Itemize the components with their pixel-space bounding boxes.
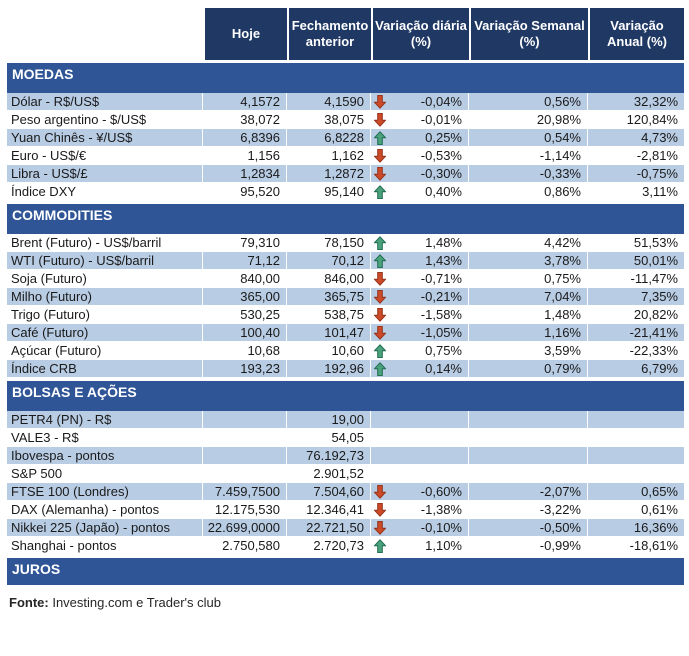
table-row <box>7 288 684 306</box>
header-spacer <box>7 8 203 60</box>
daily-change-cell <box>371 483 469 500</box>
down-arrow-icon <box>373 166 389 181</box>
previous-close-value: 4,1590 <box>287 93 371 110</box>
daily-change-value: -0,21% <box>420 289 462 304</box>
table-row <box>7 342 684 360</box>
no-arrow <box>373 466 389 481</box>
annual-change-value: 7,35% <box>641 289 678 304</box>
previous-close-value: 538,75 <box>287 306 371 323</box>
daily-change-cell <box>371 447 469 464</box>
daily-change-cell <box>371 165 469 182</box>
previous-close-value: 78,150 <box>287 234 371 251</box>
table-row <box>7 429 684 447</box>
weekly-change-value <box>469 429 588 446</box>
annual-change-value: 6,79% <box>641 361 678 376</box>
section-title: MOEDAS <box>12 66 74 82</box>
today-value: 530,25 <box>203 306 287 323</box>
down-arrow-icon <box>373 484 389 499</box>
row-label: Peso argentino - $/US$ <box>7 111 203 128</box>
row-label: Libra - US$/£ <box>7 165 203 182</box>
today-value: 7.459,7500 <box>203 483 287 500</box>
table-section <box>7 381 684 555</box>
table-row <box>7 465 684 483</box>
today-value: 12.175,530 <box>203 501 287 518</box>
no-arrow <box>373 412 389 427</box>
daily-change-value: 1,48% <box>425 235 462 250</box>
weekly-change-value: 1,16% <box>469 324 588 341</box>
daily-change-cell <box>371 183 469 200</box>
row-label: S&P 500 <box>7 465 203 482</box>
table-row <box>7 411 684 429</box>
up-arrow-icon <box>373 184 389 199</box>
weekly-change-value: -0,99% <box>469 537 588 554</box>
down-arrow-icon <box>373 112 389 127</box>
column-header-variacao-semanal: Variação Semanal (%) <box>469 8 588 60</box>
row-label: Shanghai - pontos <box>7 537 203 554</box>
weekly-change-value <box>469 411 588 428</box>
daily-change-value: -0,53% <box>420 148 462 163</box>
table-row <box>7 234 684 252</box>
today-value: 100,40 <box>203 324 287 341</box>
table-row <box>7 111 684 129</box>
row-label: Euro - US$/€ <box>7 147 203 164</box>
row-label: Trigo (Futuro) <box>7 306 203 323</box>
today-value <box>203 447 287 464</box>
section-title: COMMODITIES <box>12 207 113 223</box>
previous-close-value: 12.346,41 <box>287 501 371 518</box>
annual-change-value: -2,81% <box>636 148 678 163</box>
today-value: 95,520 <box>203 183 287 200</box>
row-label: Café (Futuro) <box>7 324 203 341</box>
today-value: 22.699,0000 <box>203 519 287 536</box>
row-label: Ibovespa - pontos <box>7 447 203 464</box>
row-label: DAX (Alemanha) - pontos <box>7 501 203 518</box>
previous-close-value: 1,162 <box>287 147 371 164</box>
table-header <box>7 8 684 60</box>
table-row <box>7 252 684 270</box>
row-label: PETR4 (PN) - R$ <box>7 411 203 428</box>
row-label: Brent (Futuro) - US$/barril <box>7 234 203 251</box>
daily-change-value: -1,38% <box>420 502 462 517</box>
section-title: JUROS <box>12 561 61 577</box>
section-header <box>7 558 684 585</box>
today-value: 4,1572 <box>203 93 287 110</box>
row-label: Açúcar (Futuro) <box>7 342 203 359</box>
table-row <box>7 519 684 537</box>
today-value <box>203 465 287 482</box>
no-arrow <box>373 430 389 445</box>
row-label: Nikkei 225 (Japão) - pontos <box>7 519 203 536</box>
daily-change-value: 1,43% <box>425 253 462 268</box>
row-label: Dólar - R$/US$ <box>7 93 203 110</box>
previous-close-value: 1,2872 <box>287 165 371 182</box>
section-header <box>7 63 684 93</box>
down-arrow-icon <box>373 325 389 340</box>
daily-change-value: -1,58% <box>420 307 462 322</box>
weekly-change-value <box>469 465 588 482</box>
table-section <box>7 63 684 201</box>
daily-change-cell <box>371 519 469 536</box>
down-arrow-icon <box>373 271 389 286</box>
weekly-change-value: 7,04% <box>469 288 588 305</box>
daily-change-value: 0,40% <box>425 184 462 199</box>
previous-close-value: 6,8228 <box>287 129 371 146</box>
daily-change-cell <box>371 465 469 482</box>
daily-change-value: -0,30% <box>420 166 462 181</box>
daily-change-cell <box>371 324 469 341</box>
row-label: Índice DXY <box>7 183 203 200</box>
daily-change-value: -1,05% <box>420 325 462 340</box>
weekly-change-value: -0,50% <box>469 519 588 536</box>
daily-change-cell <box>371 429 469 446</box>
previous-close-value: 192,96 <box>287 360 371 377</box>
previous-close-value: 7.504,60 <box>287 483 371 500</box>
previous-close-value: 70,12 <box>287 252 371 269</box>
down-arrow-icon <box>373 307 389 322</box>
table-section <box>7 558 684 585</box>
weekly-change-value: 3,59% <box>469 342 588 359</box>
weekly-change-value: 0,86% <box>469 183 588 200</box>
down-arrow-icon <box>373 502 389 517</box>
annual-change-value: 32,32% <box>633 94 678 109</box>
weekly-change-value: 0,79% <box>469 360 588 377</box>
daily-change-value: -0,04% <box>420 94 462 109</box>
row-label: Yuan Chinês - ¥/US$ <box>7 129 203 146</box>
weekly-change-value: 3,78% <box>469 252 588 269</box>
table-row <box>7 483 684 501</box>
row-label: Soja (Futuro) <box>7 270 203 287</box>
previous-close-value: 38,075 <box>287 111 371 128</box>
down-arrow-icon <box>373 148 389 163</box>
daily-change-cell <box>371 252 469 269</box>
weekly-change-value: 20,98% <box>469 111 588 128</box>
annual-change-value: 0,61% <box>641 502 678 517</box>
daily-change-cell <box>371 270 469 287</box>
table-body <box>7 63 684 585</box>
weekly-change-value: 0,56% <box>469 93 588 110</box>
down-arrow-icon <box>373 94 389 109</box>
table-row <box>7 447 684 465</box>
today-value: 38,072 <box>203 111 287 128</box>
column-header-fechamento-anterior: Fechamento anterior <box>287 8 371 60</box>
annual-change-value: -18,61% <box>629 538 678 553</box>
table-row <box>7 324 684 342</box>
up-arrow-icon <box>373 130 389 145</box>
table-row <box>7 501 684 519</box>
weekly-change-value: 0,75% <box>469 270 588 287</box>
weekly-change-value: -2,07% <box>469 483 588 500</box>
weekly-change-value: 0,54% <box>469 129 588 146</box>
daily-change-cell <box>371 501 469 518</box>
previous-close-value: 2.901,52 <box>287 465 371 482</box>
section-header <box>7 204 684 234</box>
annual-change-value: 16,36% <box>633 520 678 535</box>
daily-change-cell <box>371 537 469 554</box>
section-header <box>7 381 684 411</box>
today-value: 10,68 <box>203 342 287 359</box>
weekly-change-value: 1,48% <box>469 306 588 323</box>
annual-change-value <box>588 465 684 482</box>
annual-change-value: 120,84% <box>626 112 678 127</box>
today-value: 79,310 <box>203 234 287 251</box>
today-value: 1,2834 <box>203 165 287 182</box>
today-value: 1,156 <box>203 147 287 164</box>
daily-change-cell <box>371 93 469 110</box>
table-row <box>7 270 684 288</box>
annual-change-value: 0,65% <box>641 484 678 499</box>
up-arrow-icon <box>373 538 389 553</box>
daily-change-value: -0,71% <box>420 271 462 286</box>
daily-change-cell <box>371 111 469 128</box>
row-label: FTSE 100 (Londres) <box>7 483 203 500</box>
daily-change-value: 0,14% <box>425 361 462 376</box>
table-row <box>7 129 684 147</box>
column-header-variacao-diaria: Variação diária (%) <box>371 8 469 60</box>
daily-change-cell <box>371 288 469 305</box>
column-header-variacao-anual: Variação Anual (%) <box>588 8 684 60</box>
table-row <box>7 183 684 201</box>
daily-change-value: -0,60% <box>420 484 462 499</box>
daily-change-cell <box>371 342 469 359</box>
annual-change-value <box>588 411 684 428</box>
daily-change-value: 1,10% <box>425 538 462 553</box>
annual-change-value: 50,01% <box>633 253 678 268</box>
table-row <box>7 147 684 165</box>
source-text: Investing.com e Trader's club <box>48 595 222 610</box>
column-header-hoje: Hoje <box>203 8 287 60</box>
section-title: BOLSAS E AÇÕES <box>12 384 137 400</box>
weekly-change-value: 4,42% <box>469 234 588 251</box>
weekly-change-value: -1,14% <box>469 147 588 164</box>
previous-close-value: 22.721,50 <box>287 519 371 536</box>
annual-change-value: 51,53% <box>633 235 678 250</box>
annual-change-value: -21,41% <box>629 325 678 340</box>
annual-change-value <box>588 429 684 446</box>
daily-change-cell <box>371 147 469 164</box>
previous-close-value: 2.720,73 <box>287 537 371 554</box>
no-arrow <box>373 448 389 463</box>
today-value <box>203 411 287 428</box>
table-section <box>7 204 684 378</box>
daily-change-cell <box>371 234 469 251</box>
row-label: Índice CRB <box>7 360 203 377</box>
daily-change-cell <box>371 411 469 428</box>
annual-change-value: -0,75% <box>636 166 678 181</box>
annual-change-value: 3,11% <box>642 184 678 199</box>
annual-change-value: -22,33% <box>629 343 678 358</box>
today-value: 6,8396 <box>203 129 287 146</box>
table-row <box>7 360 684 378</box>
daily-change-cell <box>371 129 469 146</box>
up-arrow-icon <box>373 361 389 376</box>
today-value: 193,23 <box>203 360 287 377</box>
up-arrow-icon <box>373 235 389 250</box>
row-label: WTI (Futuro) - US$/barril <box>7 252 203 269</box>
daily-change-cell <box>371 306 469 323</box>
previous-close-value: 54,05 <box>287 429 371 446</box>
daily-change-value: -0,10% <box>420 520 462 535</box>
down-arrow-icon <box>373 289 389 304</box>
weekly-change-value <box>469 447 588 464</box>
annual-change-value <box>588 447 684 464</box>
annual-change-value: 20,82% <box>633 307 678 322</box>
previous-close-value: 76.192,73 <box>287 447 371 464</box>
daily-change-cell <box>371 360 469 377</box>
today-value: 365,00 <box>203 288 287 305</box>
source-label: Fonte: <box>9 595 49 610</box>
previous-close-value: 846,00 <box>287 270 371 287</box>
table-row <box>7 306 684 324</box>
table-row <box>7 165 684 183</box>
up-arrow-icon <box>373 343 389 358</box>
previous-close-value: 10,60 <box>287 342 371 359</box>
annual-change-value: -11,47% <box>630 271 678 286</box>
source-note <box>7 595 684 610</box>
today-value: 840,00 <box>203 270 287 287</box>
down-arrow-icon <box>373 520 389 535</box>
today-value: 71,12 <box>203 252 287 269</box>
previous-close-value: 95,140 <box>287 183 371 200</box>
today-value: 2.750,580 <box>203 537 287 554</box>
today-value <box>203 429 287 446</box>
row-label: Milho (Futuro) <box>7 288 203 305</box>
previous-close-value: 365,75 <box>287 288 371 305</box>
daily-change-value: 0,75% <box>425 343 462 358</box>
up-arrow-icon <box>373 253 389 268</box>
previous-close-value: 101,47 <box>287 324 371 341</box>
weekly-change-value: -3,22% <box>469 501 588 518</box>
annual-change-value: 4,73% <box>641 130 678 145</box>
weekly-change-value: -0,33% <box>469 165 588 182</box>
table-row <box>7 537 684 555</box>
table-row <box>7 93 684 111</box>
daily-change-value: -0,01% <box>420 112 462 127</box>
row-label: VALE3 - R$ <box>7 429 203 446</box>
daily-change-value: 0,25% <box>425 130 462 145</box>
previous-close-value: 19,00 <box>287 411 371 428</box>
